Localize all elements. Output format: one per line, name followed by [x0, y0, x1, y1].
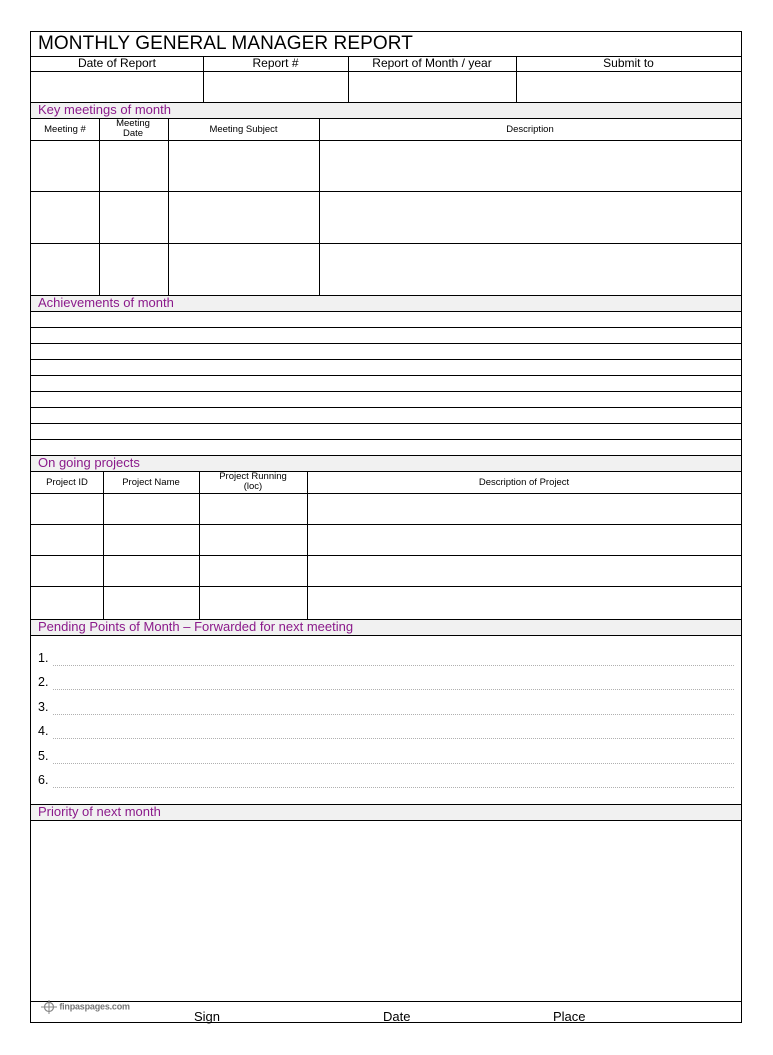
- report-number-field[interactable]: [204, 72, 348, 102]
- pending-item-line[interactable]: [53, 738, 734, 739]
- divider: [31, 1001, 741, 1002]
- section-title-achievements: Achievements of month: [38, 295, 174, 310]
- pending-item-number: 3.: [38, 700, 49, 714]
- divider: [31, 471, 741, 472]
- section-title-pending: Pending Points of Month – Forwarded for next meeting: [38, 619, 354, 634]
- pending-item-line[interactable]: [53, 689, 734, 690]
- column-header: Project ID: [46, 477, 88, 488]
- section-title-projects: On going projects: [38, 455, 140, 470]
- sign-label: Sign: [194, 1009, 221, 1024]
- pending-item-line[interactable]: [53, 665, 734, 666]
- pending-item-number: 6.: [38, 773, 49, 787]
- pending-item-number: 5.: [38, 749, 49, 763]
- list-item[interactable]: [31, 375, 741, 376]
- pending-item-number: 2.: [38, 675, 49, 689]
- list-item[interactable]: [31, 439, 741, 440]
- table-row[interactable]: [31, 494, 741, 524]
- column-header: Meeting #: [44, 124, 86, 135]
- submit-to-field[interactable]: [517, 72, 741, 102]
- header-label-report-number: Report #: [252, 56, 299, 70]
- table-row[interactable]: [31, 192, 741, 243]
- pending-item-number: 4.: [38, 724, 49, 738]
- divider: [31, 311, 741, 312]
- logo: [41, 1000, 130, 1014]
- logo-text: finpaspages.com: [59, 1001, 130, 1012]
- table-row[interactable]: [31, 141, 741, 191]
- pending-item-line[interactable]: [53, 763, 734, 764]
- list-item[interactable]: [31, 359, 741, 360]
- pending-item-line[interactable]: [53, 787, 734, 788]
- table-row[interactable]: [31, 587, 741, 619]
- column-header: Project Name: [122, 477, 180, 488]
- place-label: Place: [553, 1009, 586, 1024]
- column-header: Project Running (loc): [219, 471, 287, 492]
- header-label-date: Date of Report: [77, 56, 157, 70]
- divider: [31, 635, 741, 636]
- column-header: Description: [506, 124, 554, 135]
- priority-textarea[interactable]: [31, 821, 741, 1001]
- list-item[interactable]: [31, 343, 741, 344]
- list-item[interactable]: [31, 327, 741, 328]
- column-header: Meeting Subject: [209, 124, 278, 135]
- table-row[interactable]: [31, 244, 741, 295]
- page-title: MONTHLY GENERAL MANAGER REPORT: [38, 33, 413, 54]
- column-header: Meeting Date: [116, 118, 150, 139]
- table-row[interactable]: [31, 556, 741, 586]
- list-item[interactable]: [31, 407, 741, 408]
- list-item[interactable]: [31, 391, 741, 392]
- section-title-priority: Priority of next month: [38, 804, 161, 819]
- pending-item-number: 1.: [38, 651, 49, 665]
- report-month-field[interactable]: [349, 72, 516, 102]
- table-row[interactable]: [31, 525, 741, 555]
- date-label: Date: [383, 1009, 411, 1024]
- list-item[interactable]: [31, 423, 741, 424]
- section-title-meetings: Key meetings of month: [38, 102, 171, 117]
- crosshair-icon: [41, 1000, 57, 1014]
- column-header: Description of Project: [478, 477, 570, 488]
- date-of-report-field[interactable]: [31, 72, 203, 102]
- header-label-report-month: Report of Month / year: [372, 56, 492, 70]
- pending-item-line[interactable]: [53, 714, 734, 715]
- report-form: [30, 31, 742, 1023]
- header-label-submit-to: Submit to: [603, 56, 654, 70]
